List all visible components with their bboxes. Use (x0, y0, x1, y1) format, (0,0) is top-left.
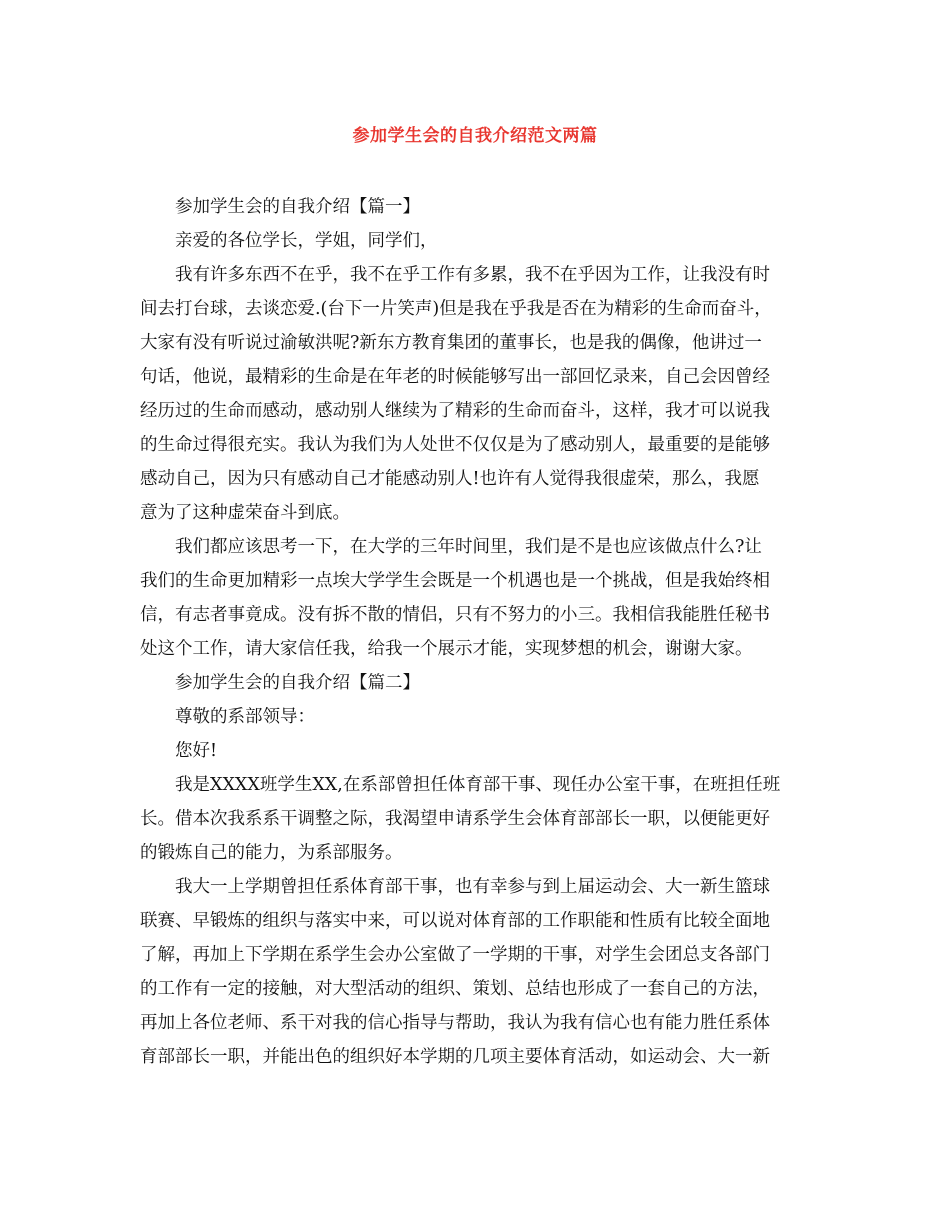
text-line: 再加上各位老师、系干对我的信心指导与帮助，我认为我有信心也有能力胜任系体 (140, 1013, 770, 1033)
text-line: 间去打台球，去谈恋爱.(台下一片笑声)但是我在乎我是否在为精彩的生命而奋斗， (140, 299, 772, 319)
text-line: 的工作有一定的接触，对大型活动的组织、策划、总结也形成了一套自己的方法， (140, 979, 770, 999)
text-line: 我们的生命更加精彩一点埃大学学生会既是一个机遇也是一个挑战，但是我始终相 (140, 571, 770, 591)
paragraph (140, 870, 820, 1074)
text-line: 我大一上学期曾担任系体育部干事，也有幸参与到上届运动会、大一新生篮球 (175, 877, 770, 897)
text-line: 的锻炼自己的能力，为系部服务。 (140, 843, 403, 863)
text-line: 我是XXXX班学生XX,在系部曾担任体育部干事、现任办公室干事，在班担任班 (175, 775, 781, 795)
text-line: 处这个工作，请大家信任我，给我一个展示才能，实现梦想的机会，谢谢大家。 (140, 639, 753, 659)
paragraph (140, 768, 820, 870)
text-line: 长。借本次我系系干调整之际，我渴望申请系学生会体育部部长一职，以便能更好 (140, 809, 770, 829)
text-line: 参加学生会的自我介绍【篇一】 (175, 197, 420, 217)
text-line: 经历过的生命而感动，感动别人继续为了精彩的生命而奋斗，这样，我才可以说我 (140, 401, 770, 421)
paragraph (140, 734, 820, 768)
paragraph (140, 224, 820, 258)
text-line: 我们都应该思考一下，在大学的三年时间里，我们是不是也应该做点什么?让 (175, 537, 762, 557)
text-line: 意为了这种虚荣奋斗到底。 (140, 503, 350, 523)
text-line: 参加学生会的自我介绍【篇二】 (175, 673, 420, 693)
text-line: 信，有志者事竟成。没有拆不散的情侣，只有不努力的小三。我相信我能胜任秘书 (140, 605, 770, 625)
paragraph (140, 530, 820, 666)
text-line: 尊敬的系部领导： (175, 707, 315, 727)
text-line: 亲爱的各位学长，学姐，同学们， (175, 231, 438, 251)
text-line: 了解，再加上下学期在系学生会办公室做了一学期的干事，对学生会团总支各部门 (140, 945, 770, 965)
paragraph (140, 190, 820, 224)
paragraph (140, 700, 820, 734)
text-line: 您好! (175, 741, 218, 761)
text-line: 育部部长一职，并能出色的组织好本学期的几项主要体育活动，如运动会、大一新 (140, 1047, 770, 1067)
text-line: 句话，他说，最精彩的生命是在年老的时候能够写出一部回忆录来，自己会因曾经 (140, 367, 770, 387)
text-line: 我有许多东西不在乎，我不在乎工作有多累，我不在乎因为工作，让我没有时 (175, 265, 770, 285)
text-line: 联赛、早锻炼的组织与落实中来，可以说对体育部的工作职能和性质有比较全面地 (140, 911, 770, 931)
document-title: 参加学生会的自我介绍范文两篇 (352, 126, 598, 146)
paragraph (140, 666, 820, 700)
document-body (140, 190, 820, 1074)
text-line: 感动自己，因为只有感动自己才能感动别人!也许有人觉得我很虚荣，那么，我愿 (140, 469, 760, 489)
text-line: 大家有没有听说过渝敏洪呢?新东方教育集团的董事长，也是我的偶像，他讲过一 (140, 333, 762, 353)
paragraph (140, 258, 820, 530)
text-line: 的生命过得很充实。我认为我们为人处世不仅仅是为了感动别人，最重要的是能够 (140, 435, 770, 455)
